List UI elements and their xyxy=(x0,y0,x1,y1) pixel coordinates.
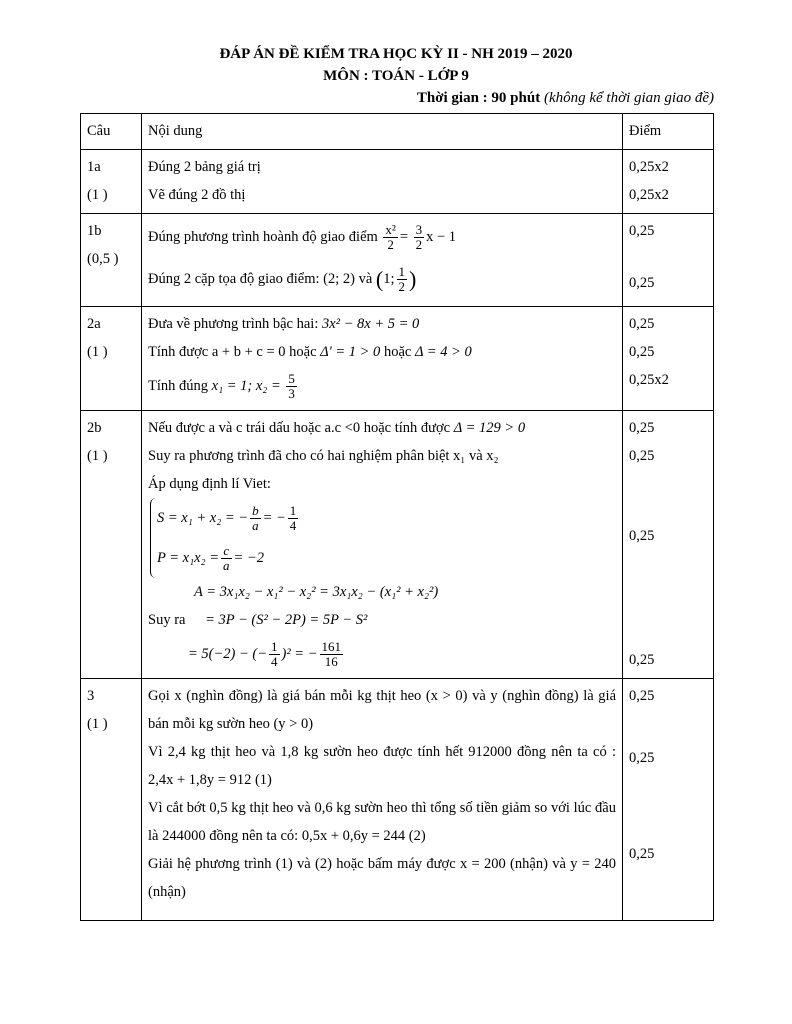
score-value: 0,25 xyxy=(629,527,655,544)
content-line: Gọi x (nghìn đồng) là giá bán mỗi kg thịt heo (x > 0) và y (nghìn đồng) là giá bán mỗi kg sườn heo (y > 0) xyxy=(148,687,616,732)
score-value: 0,25 xyxy=(629,651,655,668)
time-note: (không kể thời gian giao đề) xyxy=(543,90,714,106)
score-value: 0,25 xyxy=(629,315,655,332)
formula: $\frac{\text{x²}}{2}$ xyxy=(385,222,396,253)
question-cell xyxy=(81,306,142,410)
score-value: 0,25 xyxy=(629,343,655,360)
content-line: Suy ra = 3P − (S² − 2P) = 5P − S² xyxy=(148,611,368,628)
content-line: Vì 2,4 kg thịt heo và 1,8 kg sườn heo được tính hết 912000 đồng nên ta có : 2,4x + 1,8y = 912 (1) xyxy=(148,743,616,788)
question-points: (1 ) xyxy=(87,187,108,203)
score-value: 0,25 xyxy=(629,223,655,239)
content-line: Vẽ đúng 2 đồ thị xyxy=(148,187,246,203)
content-line: Đúng 2 bảng giá trị xyxy=(148,159,261,175)
question-cell xyxy=(81,678,142,920)
question-label: 1b xyxy=(87,223,102,239)
score-value: 0,25x2 xyxy=(629,371,669,388)
question-label: 3 xyxy=(87,687,95,704)
table-row xyxy=(81,214,714,307)
question-points: (1 ) xyxy=(87,447,108,464)
score-value: 0,25x2 xyxy=(629,187,669,203)
question-cell xyxy=(81,410,142,678)
score-cell xyxy=(623,150,714,214)
content-line: Đưa về phương trình bậc hai: 3x² − 8x + 5 = 0 xyxy=(148,315,420,332)
score-cell xyxy=(623,410,714,678)
content-cell xyxy=(142,306,623,410)
exam-time xyxy=(417,90,714,107)
score-value: 0,25 xyxy=(629,419,655,436)
score-value: 0,25 xyxy=(629,687,655,704)
score-value: 0,25 xyxy=(629,749,655,766)
page-title: ĐÁP ÁN ĐỀ KIỂM TRA HỌC KỲ II - NH 2019 – 2020 xyxy=(219,46,573,62)
question-points: (1 ) xyxy=(87,343,108,360)
table-row xyxy=(81,150,714,214)
answer-table xyxy=(80,113,714,921)
question-cell xyxy=(81,150,142,214)
time-label: Thời gian : 90 phút xyxy=(416,90,541,106)
question-label: 1a xyxy=(87,159,101,175)
question-cell xyxy=(81,214,142,307)
content-line: = 5(−2) − (− $\frac{1}{4}$ )² = − $\frac{161}{16}$ xyxy=(188,638,341,669)
score-value: 0,25x2 xyxy=(629,159,669,175)
score-value: 0,25 xyxy=(629,275,655,291)
question-label: 2a xyxy=(87,315,101,332)
content-line: Tính được a + b + c = 0 hoặc Δ' = 1 > 0 hoặc Δ = 4 > 0 xyxy=(148,343,472,360)
col-header-question: Câu xyxy=(81,114,142,150)
content-line: Giải hệ phương trình (1) và (2) hoặc bấm máy được x = 200 (nhận) và y = 240 (nhận) xyxy=(148,855,616,900)
score-value: 0,25 xyxy=(629,845,655,862)
content-cell xyxy=(142,410,623,678)
content-cell xyxy=(142,150,623,214)
content-line: Đúng phương trình hoành độ giao điểm $\frac{\text{x²}}{2}$ = $\frac{3}{2}$ x − 1 xyxy=(148,222,457,253)
content-line: Áp dụng định lí Viet: xyxy=(148,475,271,492)
question-points: (1 ) xyxy=(87,715,108,732)
content-line: A = 3x₁x₂ − x₁² − x₂² = 3x₁x₂ − (x₁² + x₂²) xyxy=(194,583,439,600)
score-cell xyxy=(623,306,714,410)
content-line: Đúng 2 cặp tọa độ giao điểm: (2; 2) và (1; $\frac{1}{2}$ ) xyxy=(148,264,417,295)
table-row xyxy=(81,678,714,920)
page-subtitle: MÔN : TOÁN - LỚP 9 xyxy=(323,68,469,84)
score-cell xyxy=(623,678,714,920)
table-row xyxy=(81,410,714,678)
question-label: 2b xyxy=(87,419,102,436)
col-header-content: Nội dung xyxy=(142,114,623,150)
table-header-row xyxy=(81,114,714,150)
content-line: Nếu được a và c trái dấu hoặc a.c <0 hoặc tính được Δ = 129 > 0 xyxy=(148,419,526,436)
col-header-score: Điểm xyxy=(623,114,714,150)
score-cell xyxy=(623,214,714,307)
content-line: Suy ra phương trình đã cho có hai nghiệm phân biệt x₁ và x₂ xyxy=(148,447,499,464)
score-value: 0,25 xyxy=(629,447,655,464)
table-row xyxy=(81,306,714,410)
content-line: Tính đúng x₁ = 1; x₂ = $\frac{5}{3}$ xyxy=(148,370,295,401)
viet-system: S = x₁ + x₂ = − $\frac{b}{a}$ = − $\frac{1}{4}$ P = x₁x₂ = $\frac{c}{a}$ = −2 xyxy=(150,498,300,578)
content-line: Vì cắt bớt 0,5 kg thịt heo và 0,6 kg sườn heo thì tổng số tiền giảm so với lúc đầu là 244000 đồng nên ta có: 0,5x + 0,6y = 244 (2) xyxy=(148,799,616,844)
content-cell xyxy=(142,678,623,920)
question-points: (0,5 ) xyxy=(87,251,119,267)
content-cell xyxy=(142,214,623,307)
